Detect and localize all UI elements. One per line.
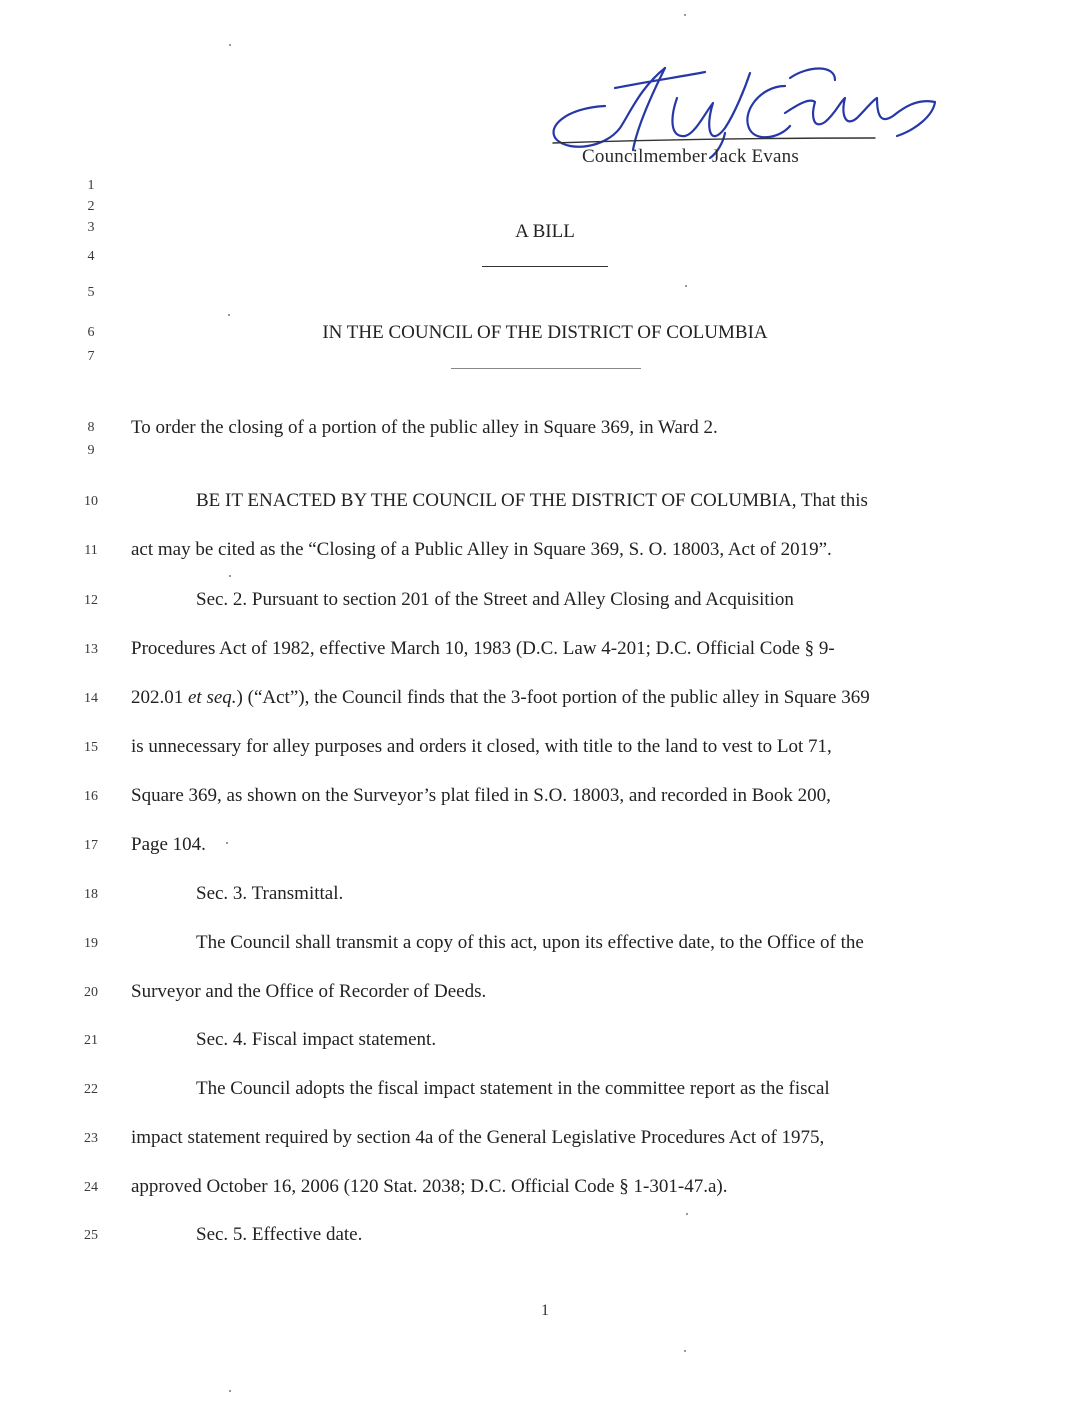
bill-heading: A BILL: [515, 221, 575, 242]
et-seq-italic: et seq.: [188, 687, 237, 708]
line-number: 15: [84, 740, 98, 755]
line-number: 8: [87, 420, 95, 435]
body-line-17: Page 104.: [131, 834, 206, 855]
body-line-12: Sec. 2. Pursuant to section 201 of the Street and Alley Closing and Acquisition: [196, 589, 794, 610]
body-line-16: Square 369, as shown on the Surveyor’s plat filed in S.O. 18003, and recorded in Book 200,: [131, 785, 831, 806]
line-number: 25: [84, 1228, 98, 1243]
bill-heading-rule: [482, 266, 608, 267]
line-number: 16: [84, 789, 98, 804]
body-line-19: The Council shall transmit a copy of this act, upon its effective date, to the Office of the: [196, 932, 864, 953]
body-line-14-end: ) (“Act”), the Council finds that the 3-foot portion of the public alley in Square 369: [236, 687, 870, 708]
line-number: 18: [84, 887, 98, 902]
line-number: 2: [87, 199, 95, 214]
line-number: 13: [84, 642, 98, 657]
line-number: 21: [84, 1033, 98, 1048]
line-number: 24: [84, 1180, 98, 1195]
body-line-14-start: 202.01: [131, 687, 188, 708]
body-line-22: The Council adopts the fiscal impact statement in the committee report as the fiscal: [196, 1078, 830, 1099]
body-line-14: [131, 687, 870, 709]
scan-speck: [228, 314, 230, 316]
line-number: 14: [84, 691, 98, 706]
section-5-heading: Sec. 5. Effective date.: [196, 1224, 363, 1245]
line-number: 5: [87, 285, 95, 300]
body-line-11: act may be cited as the “Closing of a Public Alley in Square 369, S. O. 18003, Act of 2019”.: [131, 539, 832, 560]
body-line-23: impact statement required by section 4a of the General Legislative Procedures Act of 1975,: [131, 1127, 825, 1148]
body-line-20: Surveyor and the Office of Recorder of Deeds.: [131, 981, 487, 1002]
scan-speck: [684, 1350, 686, 1352]
line-number: 22: [84, 1082, 98, 1097]
line-number: 12: [84, 593, 98, 608]
body-line-10: BE IT ENACTED BY THE COUNCIL OF THE DISTRICT OF COLUMBIA, That this: [196, 490, 868, 511]
line-number: 6: [87, 325, 95, 340]
scan-speck: [684, 14, 686, 16]
scan-speck: [229, 575, 231, 577]
bill-title: To order the closing of a portion of the public alley in Square 369, in Ward 2.: [131, 417, 718, 438]
line-number: 3: [87, 220, 95, 235]
body-line-15: is unnecessary for alley purposes and orders it closed, with title to the land to vest to Lot 71,: [131, 736, 832, 757]
body-line-13: Procedures Act of 1982, effective March 10, 1983 (D.C. Law 4-201; D.C. Official Code § 9-: [131, 638, 835, 659]
section-4-heading: Sec. 4. Fiscal impact statement.: [196, 1029, 437, 1050]
line-number: 23: [84, 1131, 98, 1146]
line-number: 7: [87, 349, 95, 364]
page-number: 1: [541, 1302, 549, 1319]
section-3-heading: Sec. 3. Transmittal.: [196, 883, 344, 904]
signatory-label: Councilmember Jack Evans: [582, 146, 799, 167]
line-number: 11: [84, 543, 98, 558]
scan-speck: [685, 285, 687, 287]
body-line-24: approved October 16, 2006 (120 Stat. 2038; D.C. Official Code § 1-301-47.a).: [131, 1176, 728, 1197]
scan-speck: [226, 842, 228, 844]
line-number: 17: [84, 838, 98, 853]
line-number: 9: [87, 443, 95, 458]
line-number: 19: [84, 936, 98, 951]
line-number: 20: [84, 985, 98, 1000]
council-heading: IN THE COUNCIL OF THE DISTRICT OF COLUMBIA: [322, 322, 768, 343]
line-number: 1: [87, 178, 95, 193]
council-heading-rule: [451, 368, 641, 369]
scan-speck: [686, 1213, 688, 1215]
line-number: 10: [84, 494, 98, 509]
line-number: 4: [87, 249, 95, 264]
scan-speck: [229, 1390, 231, 1392]
scan-speck: [229, 44, 231, 46]
